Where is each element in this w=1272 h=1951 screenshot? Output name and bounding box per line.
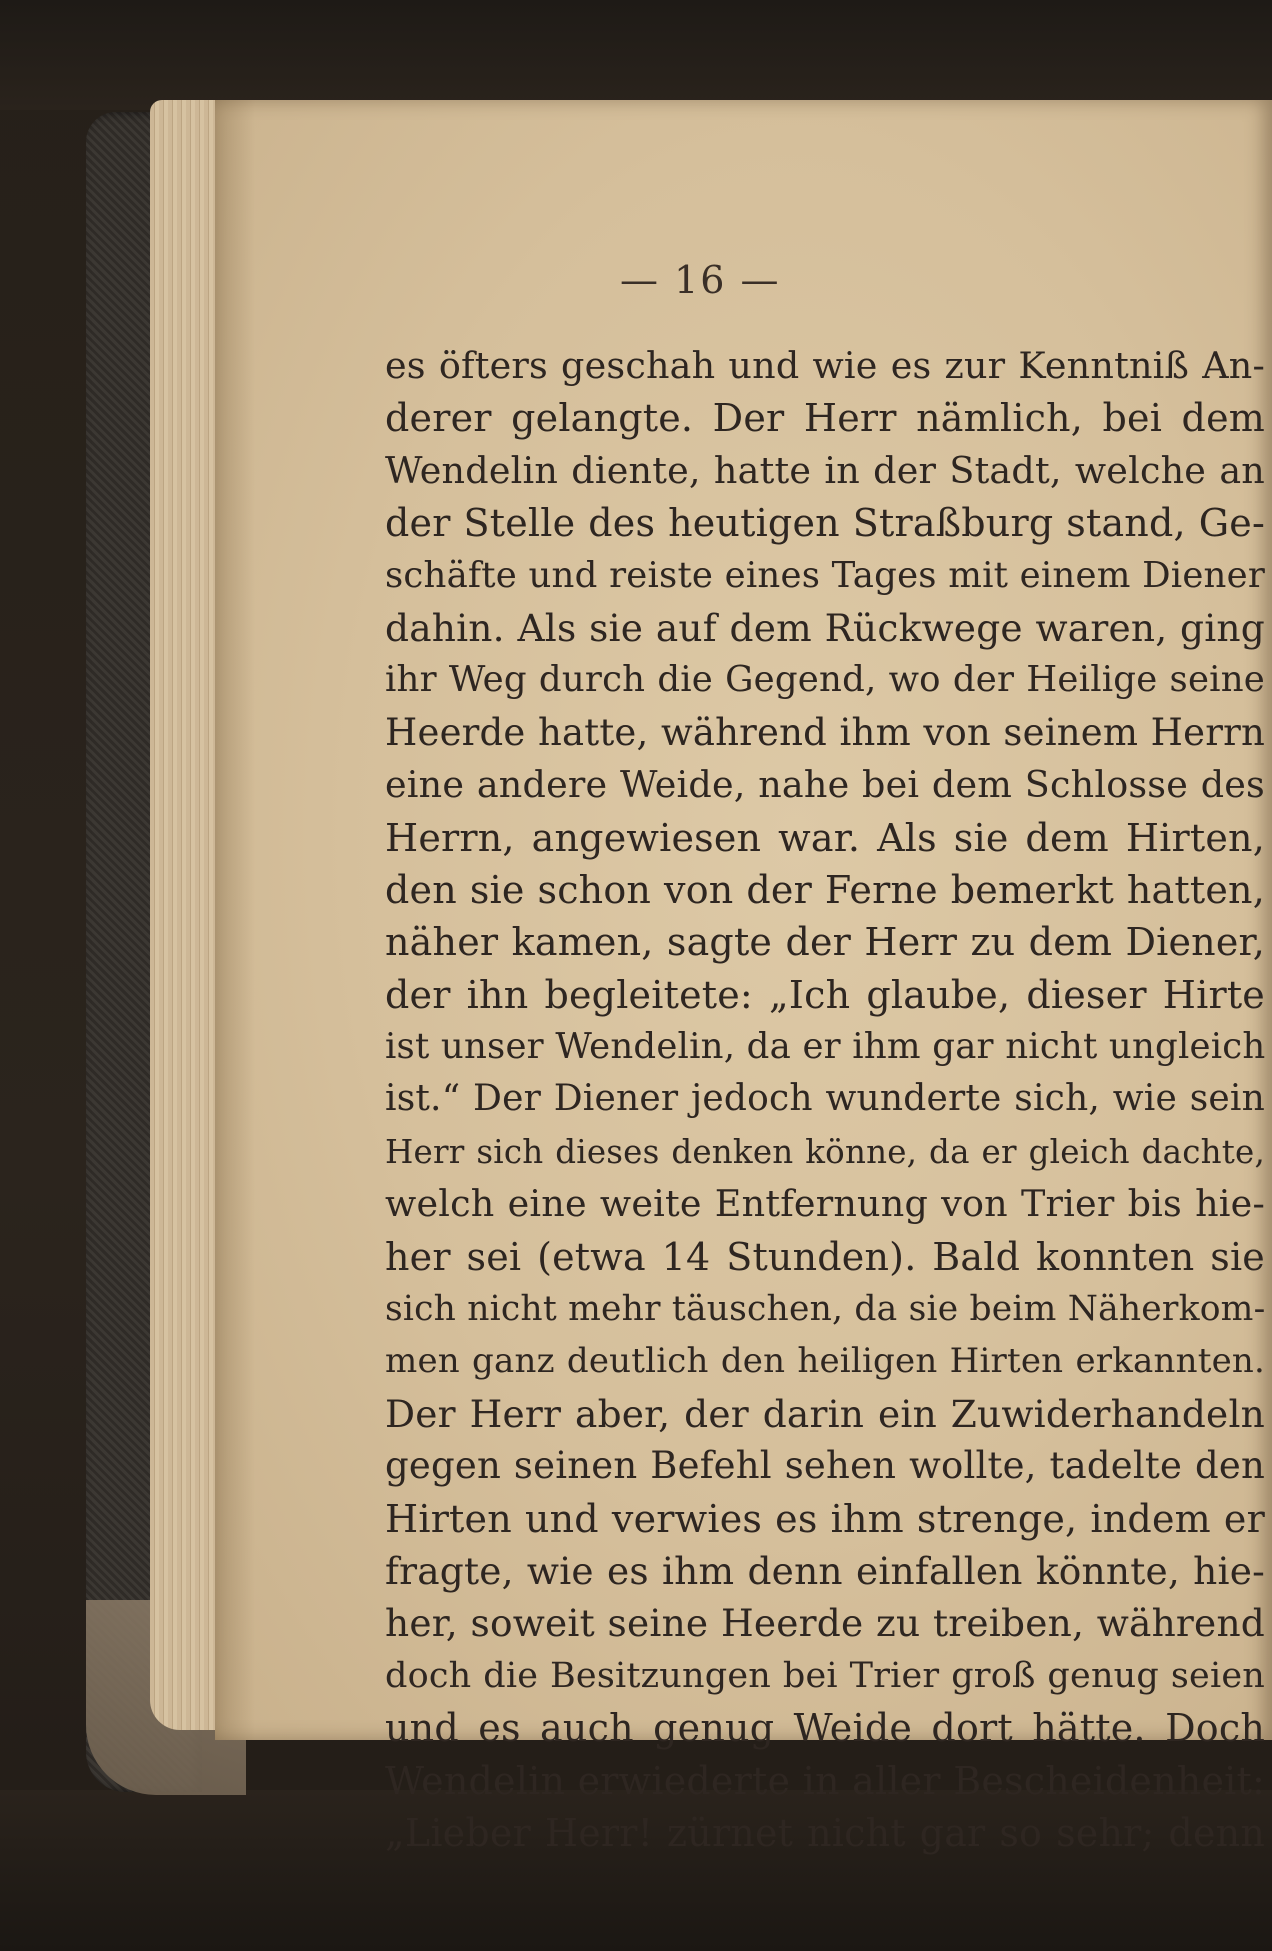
text-line: und es auch genug Weide dort hätte. Doch — [385, 1706, 1265, 1751]
text-line: fragte, wie es ihm denn einfallen könnte, hie- — [385, 1548, 1265, 1593]
text-line: der ihn begleitete: „Ich glaube, dieser Hirte — [385, 972, 1265, 1017]
text-line: Hirten und verwies es ihm strenge, indem er — [385, 1496, 1265, 1541]
text-line: den sie schon von der Ferne bemerkt hatten, — [385, 867, 1265, 912]
text-line: Herrn, angewiesen war. Als sie dem Hirten, — [385, 815, 1265, 860]
text-line: men ganz deutlich den heiligen Hirten erkannten. — [385, 1341, 1265, 1382]
text-line: Heerde hatte, während ihm von seinem Herrn — [385, 710, 1265, 754]
text-line: der Stelle des heutigen Straßburg stand, Ge- — [385, 501, 1265, 546]
text-line: ist.“ Der Diener jedoch wunderte sich, wie sein — [385, 1078, 1265, 1120]
text-line: her, soweit seine Heerde zu treiben, während — [385, 1601, 1265, 1646]
text-line: Herr sich dieses denken könne, da er gleich dachte, — [385, 1132, 1265, 1171]
text-line: eine andere Weide, nahe bei dem Schlosse des — [385, 763, 1265, 807]
text-line: her sei (etwa 14 Stunden). Bald konnten sie — [385, 1234, 1265, 1279]
text-line: näher kamen, sagte der Herr zu dem Diener, — [385, 920, 1265, 965]
text-line: es öfters geschah und wie es zur Kenntniß An- — [385, 344, 1265, 387]
text-line: derer gelangte. Der Herr nämlich, bei dem — [385, 396, 1265, 441]
text-line: welch eine weite Entfernung von Trier bis hie- — [385, 1182, 1265, 1226]
page-gutter-shadow — [215, 100, 255, 1740]
text-line: Der Herr aber, der darin ein Zuwiderhandeln — [385, 1391, 1265, 1436]
backdrop-top — [0, 0, 1272, 110]
text-line: ist unser Wendelin, da er ihm gar nicht ungleich — [385, 1026, 1266, 1068]
text-line: „Lieber Herr! zürnet nicht gar so sehr; denn — [385, 1810, 1265, 1855]
text-line: schäfte und reiste eines Tages mit einem Diener — [385, 554, 1265, 596]
text-line: gegen seinen Befehl sehen wollte, tadelte den — [385, 1444, 1265, 1488]
text-block — [385, 340, 1265, 1859]
text-line: doch die Besitzungen bei Trier groß genug seien — [385, 1655, 1265, 1696]
text-line: sich nicht mehr täuschen, da sie beim Näherkom- — [385, 1289, 1266, 1330]
page-number: — 16 — — [620, 258, 781, 302]
text-line: Wendelin erwiederte in aller Bescheidenheit: — [385, 1758, 1265, 1803]
text-line: Wendelin diente, hatte in der Stadt, welche an — [385, 448, 1265, 492]
text-line: ihr Weg durch die Gegend, wo der Heilige seine — [385, 659, 1265, 701]
text-line: dahin. Als sie auf dem Rückwege waren, ging — [385, 605, 1265, 650]
